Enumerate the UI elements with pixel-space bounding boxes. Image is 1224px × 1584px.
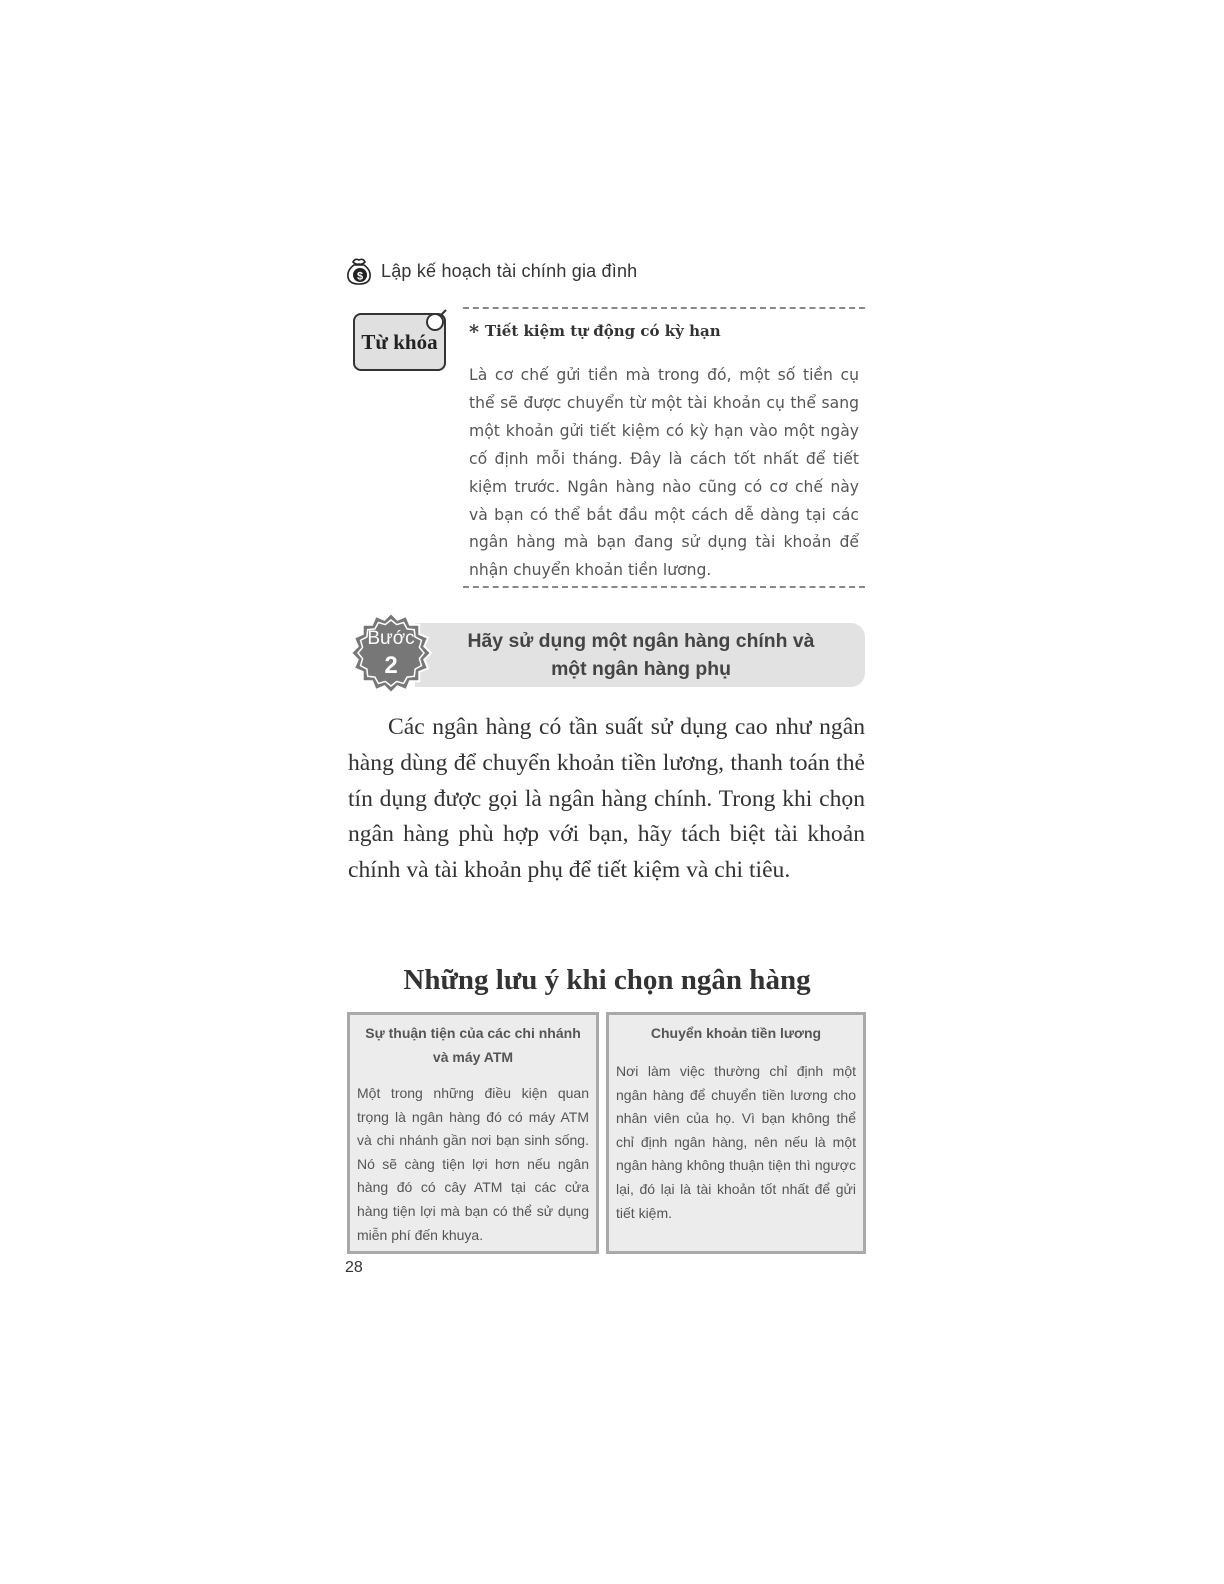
keyword-title-marker: * — [469, 321, 479, 343]
money-bag-icon — [344, 256, 374, 286]
step-title: Hãy sử dụng một ngân hàng chính và một ngân hàng phụ — [467, 630, 815, 680]
info-box-body: Nơi làm việc thường chỉ định một ngân hàng để chuyển tiền lương cho nhân viên của họ. Vì bạn không thể chỉ định ngân hàng, nên nếu là một ngân hàng không thuận tiện thì ngược lại, đó lại là tài khoản tốt nhất để gửi tiết kiệm. — [616, 1063, 856, 1221]
keyword-title — [469, 321, 721, 343]
keyword-definition: Là cơ chế gửi tiền mà trong đó, một số tiền cụ thể sẽ được chuyển từ một tài khoản cụ thể sang một khoản gửi tiết kiệm có kỳ hạn vào một ngày cố định mỗi tháng. Đây là cách tốt nhất để tiết kiệm trước. Ngân hàng nào cũng có cơ chế này và bạn có thể bắt đầu một cách dễ dàng tại các ngân hàng mà bạn đang sử dụng tài khoản để nhận chuyển khoản tiền lương. — [469, 366, 859, 580]
page-number: 28 — [345, 1259, 363, 1276]
step-label: Bước — [367, 628, 415, 649]
step-number: 2 — [384, 652, 398, 679]
info-box-atm — [347, 1012, 599, 1254]
running-header — [344, 256, 637, 286]
running-title: Lập kế hoạch tài chính gia đình — [381, 260, 638, 281]
top-dashed-divider — [463, 307, 865, 309]
info-box-salary — [606, 1012, 866, 1254]
info-box-body: Một trong những điều kiện quan trọng là ngân hàng đó có máy ATM và chi nhánh gần nơi bạn sinh sống. Nó sẽ càng tiện lợi hơn nếu ngân hàng đó có cây ATM tại các cửa hàng tiện lợi mà bạn có thể sử dụng miễn phí đến khuya. — [357, 1085, 589, 1243]
bottom-dashed-divider — [463, 586, 865, 588]
section-heading: Những lưu ý khi chọn ngân hàng — [403, 964, 811, 996]
keyword-badge: Từ khóa — [353, 313, 446, 371]
main-paragraph: Các ngân hàng có tần suất sử dụng cao như ngân hàng dùng để chuyển khoản tiền lương, thanh toán thẻ tín dụng được gọi là ngân hàng chính. Trong khi chọn ngân hàng phù hợp với bạn, hãy tách biệt tài khoản chính và tài khoản phụ để tiết kiệm và chi tiêu. — [348, 714, 865, 884]
keyword-badge-circle-icon — [425, 308, 449, 332]
keyword-title-text: Tiết kiệm tự động có kỳ hạn — [484, 322, 721, 340]
svg-text:$: $ — [356, 270, 364, 283]
info-box-heading: Sự thuận tiện của các chi nhánh và máy ATM — [365, 1025, 581, 1065]
info-box-heading: Chuyển khoản tiền lương — [650, 1025, 822, 1041]
